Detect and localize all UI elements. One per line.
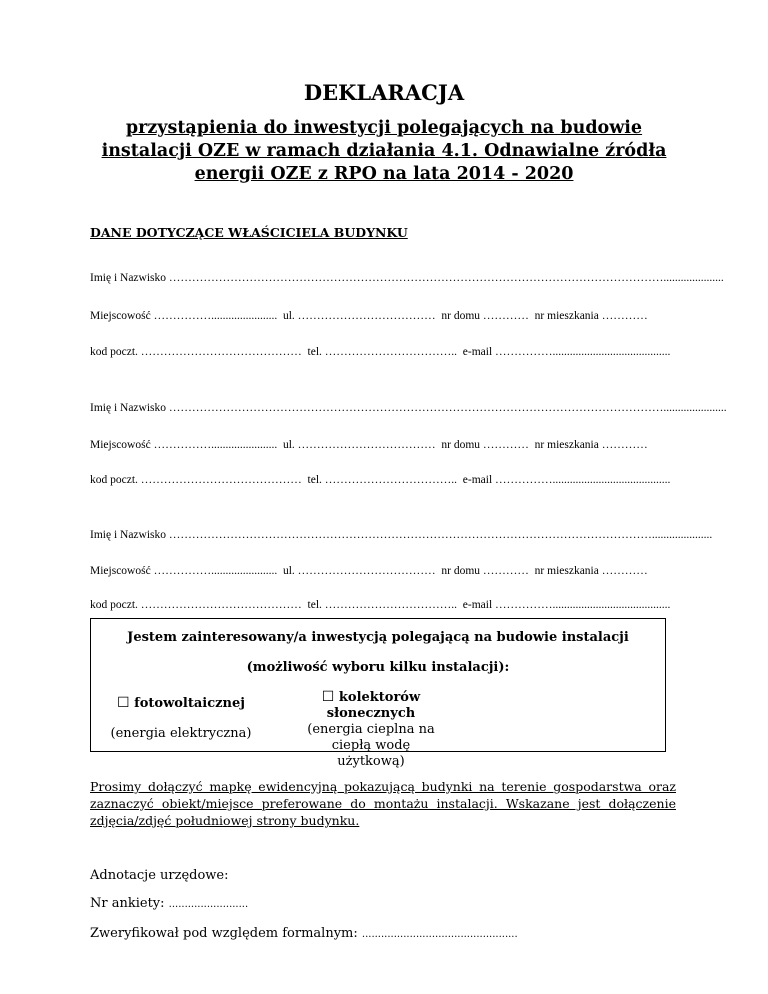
solar-collectors-description: (energia cieplna na ciepłą wodę użytkową) [307,722,435,769]
contact-row: kod poczt. …………………………………… tel. …………………………….. e-mail ……………......................................... [90,474,671,486]
contact-row: kod poczt. …………………………………… tel. …………………………….. e-mail ……………......................................... [90,599,671,611]
phone-label: tel. [307,599,322,611]
street-label: ul. [282,310,295,322]
document-subtitle: przystąpienia do inwestycji polegających na budowie instalacji OZE w ramach działania 4.1. Odnawialne źródła energii OZE z RPO na lata 2014 - 2020 [101,118,667,184]
flat-no-label: nr mieszkania [534,565,599,577]
photovoltaic-label: fotowoltaicznej [134,696,245,711]
house-no-label: nr domu [441,439,481,451]
postcode-label: kod poczt. [90,599,138,611]
interest-heading: Jestem zainteresowany/a inwestycją polegającą na budowie instalacji (możliwość wyboru kilku instalacji): [127,630,629,675]
address-row: Miejscowość ……………....................... ul. ……………………………… nr domu ………… nr mieszkania ………… [90,310,648,322]
name-label: Imię i Nazwisko [90,402,167,414]
phone-label: tel. [307,474,322,486]
flat-no-label: nr mieszkania [534,310,599,322]
verified-label: Zweryfikował pod względem formalnym: [90,926,358,941]
email-label: e-mail [462,346,493,358]
name-label: Imię i Nazwisko [90,272,167,284]
street-label: ul. [282,439,295,451]
map-attachment-note: Prosimy dołączyć mapkę ewidencyjną pokazującą budynki na terenie gospodarstwa oraz zaznaczyć obiekt/miejsce preferowane do montażu instalacji. Wskazane jest dołączenie zdjęcia/zdjęć południowej strony budynku. [90,779,676,828]
solar-collectors-label: kolektorów słonecznych [326,690,421,721]
street-label: ul. [282,565,295,577]
name-label: Imię i Nazwisko [90,529,167,541]
house-no-label: nr domu [441,565,481,577]
survey-number-label: Nr ankiety: [90,896,165,911]
house-no-label: nr domu [441,310,481,322]
name-row: Imię i Nazwisko ………………………………………………………………………………………………………………..................... [90,529,713,541]
flat-no-label: nr mieszkania [534,439,599,451]
address-row: Miejscowość ……………....................... ul. ……………………………… nr domu ………… nr mieszkania ………… [90,439,648,451]
email-label: e-mail [462,599,493,611]
address-row: Miejscowość ……………....................... ul. ……………………………… nr domu ………… nr mieszkania ………… [90,565,648,577]
document-title: DEKLARACJA [303,80,465,105]
contact-row: kod poczt. …………………………………… tel. …………………………….. e-mail ……………......................................... [90,346,671,358]
solar-collectors-checkbox[interactable]: ☐ [321,689,335,705]
photovoltaic-checkbox[interactable]: ☐ [117,695,130,711]
city-label: Miejscowość [90,565,151,577]
option-solar-collectors[interactable] [297,689,445,770]
phone-label: tel. [307,346,322,358]
official-annotations-title: Adnotacje urzędowe: [90,868,229,883]
postcode-label: kod poczt. [90,474,138,486]
name-row: Imię i Nazwisko …………………………………………………………………………………………………………………..................... [90,272,724,284]
installation-interest-box [90,618,666,769]
owner-section-heading: DANE DOTYCZĄCE WŁAŚCICIELA BUDYNKU [90,225,408,240]
postcode-label: kod poczt. [90,346,138,358]
survey-number-row: Nr ankiety: ......................... [90,896,249,911]
name-row: Imię i Nazwisko …………………………………………………………………………………………………………………...................... [90,402,727,414]
city-label: Miejscowość [90,439,151,451]
photovoltaic-description: (energia elektryczna) [110,726,252,741]
verified-row: Zweryfikował pod względem formalnym: ................................................. [90,926,518,941]
email-label: e-mail [462,474,493,486]
option-photovoltaic[interactable] [97,695,265,742]
city-label: Miejscowość [90,310,151,322]
